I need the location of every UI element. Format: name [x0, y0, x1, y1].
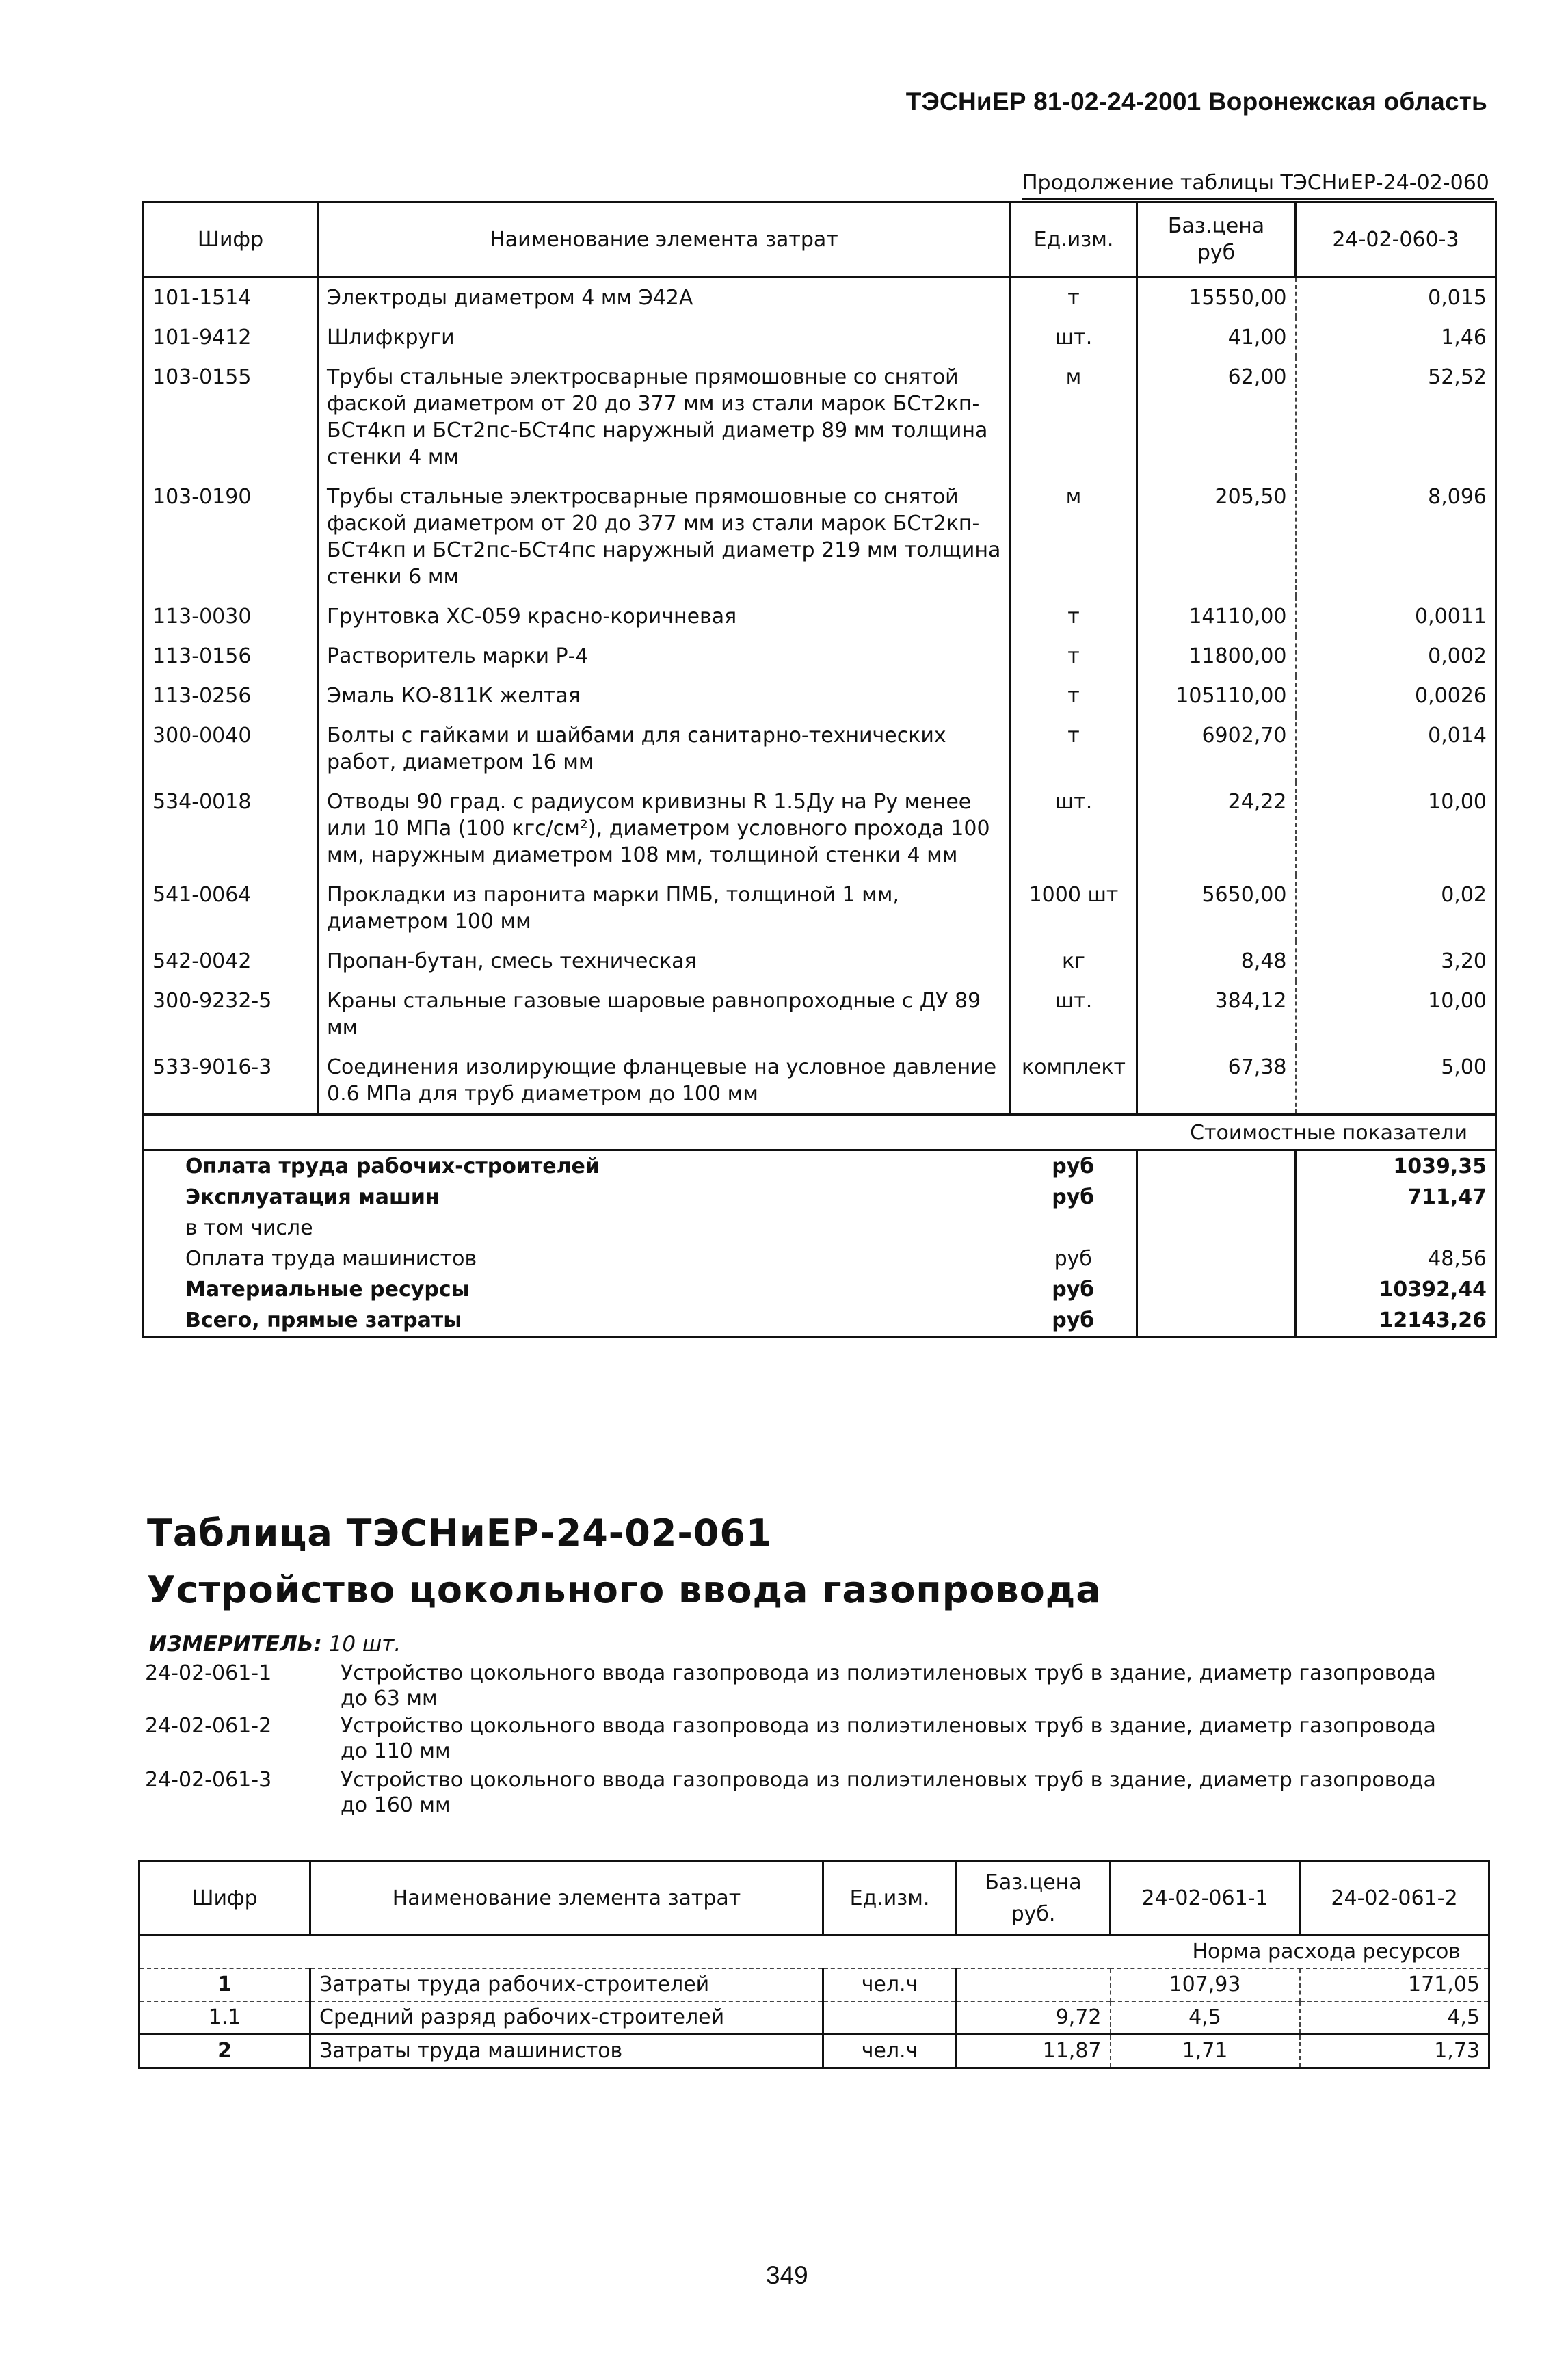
row-code: 103-0190: [144, 477, 318, 596]
row-code: 113-0030: [144, 596, 318, 636]
row-value: 0,0026: [1415, 684, 1487, 708]
row-value: 10,00: [1428, 989, 1487, 1013]
row-value-1: 4,5: [1111, 2001, 1300, 2035]
row-unit: т: [1011, 277, 1137, 318]
summary-value: 10392,44: [1379, 1278, 1487, 1302]
measure-item: [145, 1713, 1462, 1764]
summary-label: Оплата труда рабочих-строителей: [185, 1155, 600, 1178]
table-row: [139, 2001, 1489, 2035]
row-value: 0,014: [1428, 724, 1487, 748]
table-row: [144, 875, 1496, 941]
row-code: 101-9412: [144, 317, 318, 357]
row-unit: чел.ч: [823, 1968, 957, 2001]
row-unit: т: [1011, 636, 1137, 676]
row-value-1: 107,93: [1111, 1968, 1300, 2001]
summary-row: [144, 1243, 1496, 1274]
col-header-code: Шифр: [144, 202, 318, 277]
row-name: Прокладки из паронита марки ПМБ, толщиной 1 мм, диаметром 100 мм: [318, 875, 1011, 941]
summary-empty: [1137, 1150, 1296, 1183]
row-unit: шт.: [1011, 981, 1137, 1047]
row-price: 205,50: [1137, 477, 1296, 596]
row-value-2: 171,05: [1408, 1973, 1480, 1996]
row-value-2: 4,5: [1447, 2005, 1480, 2029]
row-unit: м: [1011, 357, 1137, 477]
col-header-unit: Ед.изм.: [1011, 202, 1137, 277]
row-unit: т: [1011, 676, 1137, 715]
summary-label: Материальные ресурсы: [185, 1278, 470, 1302]
row-price: 5650,00: [1137, 875, 1296, 941]
row-price: 11800,00: [1137, 636, 1296, 676]
summary-row: [144, 1274, 1496, 1305]
row-code: 542-0042: [144, 941, 318, 981]
summary-unit: руб: [1011, 1305, 1137, 1337]
item-code: 24-02-061-2: [145, 1714, 272, 1738]
col-header-code: Шифр: [139, 1862, 310, 1936]
table-row: [144, 636, 1496, 676]
row-unit: кг: [1011, 941, 1137, 981]
summary-unit: руб: [1011, 1243, 1137, 1274]
row-unit: м: [1011, 477, 1137, 596]
item-code: 24-02-061-3: [145, 1768, 272, 1792]
row-name: Соединения изолирующие фланцевые на условное давление 0.6 МПа для труб диаметром до 100 мм: [318, 1047, 1011, 1115]
row-unit: [823, 2001, 957, 2035]
row-price: 15550,00: [1137, 277, 1296, 318]
measure-item: [145, 1661, 1462, 1711]
row-name: Затраты труда машинистов: [310, 2035, 823, 2068]
row-unit: шт.: [1011, 317, 1137, 357]
summary-label: Оплата труда машинистов: [185, 1247, 477, 1271]
row-unit: т: [1011, 715, 1137, 782]
row-unit: комплект: [1011, 1047, 1137, 1115]
row-price: 9,72: [957, 2001, 1111, 2035]
row-code: 533-9016-3: [144, 1047, 318, 1115]
row-value: 0,015: [1428, 286, 1487, 310]
row-name: Затраты труда рабочих-строителей: [310, 1968, 823, 2001]
summary-label: в том числе: [185, 1216, 313, 1240]
row-code: 2: [139, 2035, 310, 2068]
row-code: 1.1: [139, 2001, 310, 2035]
row-code: 1: [139, 1968, 310, 2001]
row-value-1: 1,71: [1111, 2035, 1300, 2068]
summary-value: 711,47: [1407, 1185, 1487, 1209]
row-name: Шлифкруги: [318, 317, 1011, 357]
summary-empty: [1137, 1213, 1296, 1243]
table-header-row: [139, 1862, 1489, 1936]
col-header-norm: 24-02-060-3: [1296, 202, 1496, 277]
row-value: 0,002: [1428, 644, 1487, 668]
summary-value: 1039,35: [1393, 1155, 1487, 1178]
table-row: [144, 941, 1496, 981]
row-value: 0,02: [1441, 883, 1487, 907]
table-row: [144, 1047, 1496, 1115]
summary-value: 48,56: [1428, 1247, 1487, 1271]
row-price: 105110,00: [1137, 676, 1296, 715]
col-header-norm-1: 24-02-061-1: [1111, 1862, 1300, 1936]
table-row: [144, 715, 1496, 782]
table-header-row: [144, 202, 1496, 277]
row-value: 3,20: [1441, 949, 1487, 973]
item-description: Устройство цокольного ввода газопровода из полиэтиленовых труб в здание, диаметр газопровода до 63 мм: [341, 1661, 1436, 1711]
row-value: 5,00: [1441, 1055, 1487, 1079]
table-row: [144, 277, 1496, 318]
continuation-caption: Продолжение таблицы ТЭСНиЕР-24-02-060: [1022, 171, 1489, 195]
table-row: [144, 357, 1496, 477]
item-code: 24-02-061-1: [145, 1661, 272, 1685]
table-row: [139, 1968, 1489, 2001]
row-code: 113-0256: [144, 676, 318, 715]
row-price: 41,00: [1137, 317, 1296, 357]
row-name: Болты с гайками и шайбами для санитарно-технических работ, диаметром 16 мм: [318, 715, 1011, 782]
col-header-price: Баз.цена руб.: [957, 1862, 1111, 1936]
row-name: Грунтовка ХС-059 красно-коричневая: [318, 596, 1011, 636]
page-number: 349: [766, 2261, 808, 2289]
table-row: [144, 782, 1496, 875]
row-name: Эмаль КО-811К желтая: [318, 676, 1011, 715]
table-subtitle: Устройство цокольного ввода газопровода: [147, 1568, 1102, 1611]
resources-table-060: [142, 201, 1497, 1338]
row-price: 6902,70: [1137, 715, 1296, 782]
table-row: [144, 981, 1496, 1047]
table-row: [144, 317, 1496, 357]
row-unit: т: [1011, 596, 1137, 636]
summary-row: [144, 1213, 1496, 1243]
row-name: Пропан-бутан, смесь техническая: [318, 941, 1011, 981]
summary-row: [144, 1305, 1496, 1337]
row-unit: шт.: [1011, 782, 1137, 875]
summary-empty: [1137, 1243, 1296, 1274]
summary-value: 12143,26: [1379, 1308, 1487, 1332]
row-name: Электроды диаметром 4 мм Э42А: [318, 277, 1011, 318]
item-description: Устройство цокольного ввода газопровода из полиэтиленовых труб в здание, диаметр газопровода до 110 мм: [341, 1714, 1436, 1763]
row-name: Краны стальные газовые шаровые равнопроходные с ДУ 89 мм: [318, 981, 1011, 1047]
measure-label: ИЗМЕРИТЕЛЬ:: [149, 1632, 322, 1657]
row-value: 10,00: [1428, 790, 1487, 814]
summary-label: Эксплуатация машин: [185, 1185, 440, 1209]
row-unit: 1000 шт: [1011, 875, 1137, 941]
summary-empty: [1137, 1274, 1296, 1305]
item-description: Устройство цокольного ввода газопровода из полиэтиленовых труб в здание, диаметр газопровода до 160 мм: [341, 1768, 1436, 1817]
row-code: 541-0064: [144, 875, 318, 941]
table-title: Таблица ТЭСНиЕР-24-02-061: [147, 1512, 773, 1555]
col-header-name: Наименование элемента затрат: [318, 202, 1011, 277]
norm-label-row: [139, 1936, 1489, 1969]
row-code: 300-0040: [144, 715, 318, 782]
row-name: Трубы стальные электросварные прямошовные со снятой фаской диаметром от 20 до 377 мм из стали марок БСт2кп-БСт4кп и БСт2пс-БСт4пс наружный диаметр 219 мм толщина стенки 6 мм: [318, 477, 1011, 596]
summary-unit: руб: [1011, 1182, 1137, 1213]
caption-underline: [1022, 198, 1494, 200]
row-price: [957, 1968, 1111, 2001]
page-header-title: ТЭСНиЕР 81-02-24-2001 Воронежская область: [905, 88, 1487, 116]
row-value: 8,096: [1428, 485, 1487, 509]
row-value-2: 1,73: [1434, 2039, 1480, 2063]
row-value: 0,0011: [1415, 605, 1487, 629]
row-price: 62,00: [1137, 357, 1296, 477]
row-price: 14110,00: [1137, 596, 1296, 636]
row-price: 24,22: [1137, 782, 1296, 875]
summary-empty: [1137, 1305, 1296, 1337]
row-price: 384,12: [1137, 981, 1296, 1047]
row-name: Средний разряд рабочих-строителей: [310, 2001, 823, 2035]
row-name: Отводы 90 град. с радиусом кривизны R 1.5Ду на Ру менее или 10 МПа (100 кгс/см²), диаметром условного прохода 100 мм, наружным диаметром 108 мм, толщиной стенки 4 мм: [318, 782, 1011, 875]
summary-label: Всего, прямые затраты: [185, 1308, 462, 1332]
summary-unit: руб: [1011, 1274, 1137, 1305]
table-row: [139, 2035, 1489, 2068]
measure-item: [145, 1767, 1462, 1818]
table-row: [144, 596, 1496, 636]
row-name: Трубы стальные электросварные прямошовные со снятой фаской диаметром от 20 до 377 мм из стали марок БСт2кп-БСт4кп и БСт2пс-БСт4пс наружный диаметр 89 мм толщина стенки 4 мм: [318, 357, 1011, 477]
row-name: Растворитель марки Р-4: [318, 636, 1011, 676]
summary-unit: руб: [1011, 1150, 1137, 1183]
col-header-norm-2: 24-02-061-2: [1300, 1862, 1489, 1936]
measure-value: 10 шт.: [328, 1632, 401, 1657]
section-label-row: [144, 1115, 1496, 1150]
row-price: 67,38: [1137, 1047, 1296, 1115]
row-value: 52,52: [1428, 365, 1487, 389]
resources-table-061: [138, 1860, 1490, 2069]
row-code: 103-0155: [144, 357, 318, 477]
row-code: 101-1514: [144, 277, 318, 318]
row-value: 1,46: [1441, 326, 1487, 349]
summary-empty: [1137, 1182, 1296, 1213]
row-code: 300-9232-5: [144, 981, 318, 1047]
summary-value: [1296, 1213, 1496, 1243]
summary-unit: [1011, 1213, 1137, 1243]
summary-row: [144, 1182, 1496, 1213]
col-header-name: Наименование элемента затрат: [310, 1862, 823, 1936]
row-code: 113-0156: [144, 636, 318, 676]
row-price: 8,48: [1137, 941, 1296, 981]
cost-indicators-label: Стоимостные показатели: [144, 1115, 1496, 1150]
row-unit: чел.ч: [823, 2035, 957, 2068]
col-header-unit: Ед.изм.: [823, 1862, 957, 1936]
summary-row: [144, 1150, 1496, 1183]
row-code: 534-0018: [144, 782, 318, 875]
norm-label: Норма расхода ресурсов: [139, 1936, 1489, 1969]
table-row: [144, 676, 1496, 715]
table-row: [144, 477, 1496, 596]
row-price: 11,87: [957, 2035, 1111, 2068]
measure-line: [149, 1632, 401, 1657]
col-header-price: Баз.цена руб: [1137, 202, 1296, 277]
